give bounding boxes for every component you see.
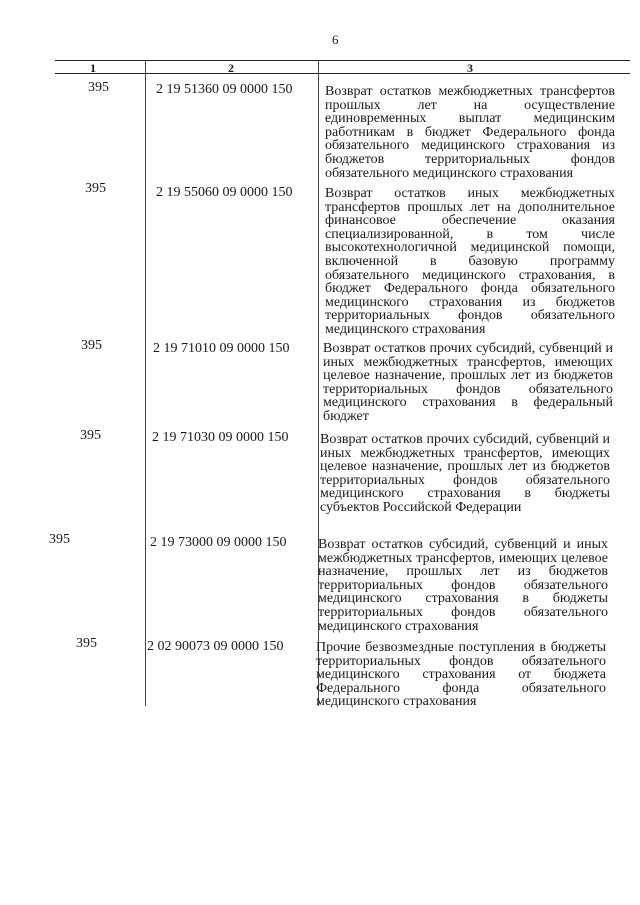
row-number: 395: [88, 80, 109, 95]
header-top-rule: [55, 60, 630, 61]
row-number: 395: [81, 338, 102, 353]
header-bottom-rule: [55, 73, 630, 74]
row-code: 2 19 51360 09 0000 150: [156, 82, 293, 97]
row-number: 395: [80, 428, 101, 443]
column-header-1: 1: [90, 61, 96, 75]
row-code: 2 02 90073 09 0000 150: [147, 639, 284, 654]
row-description: Возврат остатков прочих субсидий, субвенций и иных межбюджетных трансфертов, имеющих целевое назначение, прошлых лет из бюджетов территориальных фондов обязательного медицинского страхования в бюджеты субъектов Российской Федерации: [320, 432, 610, 515]
row-code: 2 19 71030 09 0000 150: [152, 430, 289, 445]
row-description: Возврат остатков иных межбюджетных трансфертов прошлых лет на дополнительное финансовое обеспечение оказания специализированной, в том числе высокотехнологичной медицинской помощи, включенной в базовую программу обязательного медицинского страхования, в бюджет Федерального фонда обязательного медицинского страхования из бюджетов территориальных фондов обязательного медицинского страхования: [325, 186, 615, 337]
row-description: Прочие безвозмездные поступления в бюджеты территориальных фондов обязательного медицинского страхования от бюджета Федерального фонда обязательного медицинского страхования: [316, 640, 606, 710]
row-code: 2 19 55060 09 0000 150: [156, 185, 293, 200]
row-number: 395: [85, 181, 106, 196]
row-description: Возврат остатков прочих субсидий, субвенций и иных межбюджетных трансфертов, имеющих целевое назначение, прошлых лет из бюджетов территориальных фондов обязательного медицинского страхования в федеральный бюджет: [323, 341, 613, 424]
column-header-2: 2: [228, 61, 234, 75]
row-description: Возврат остатков межбюджетных трансфертов прошлых лет на осуществление единовременных выплат медицинским работникам в бюджет Федерального фонда обязательного медицинского страхования из бюджетов территориальных фондов обязательного медицинского страхования: [325, 84, 615, 181]
column-separator-1: [145, 60, 146, 706]
page-number: 6: [332, 32, 339, 47]
row-number: 395: [49, 532, 70, 547]
row-code: 2 19 73000 09 0000 150: [150, 535, 287, 550]
column-header-3: 3: [467, 61, 473, 75]
row-number: 395: [76, 636, 97, 651]
row-description: Возврат остатков субсидий, субвенций и иных межбюджетных трансфертов, имеющих целевое назначение, прошлых лет из бюджетов территориальных фондов обязательного медицинского страхования в бюджеты территориальных фондов обязательного медицинского страхования: [318, 537, 608, 634]
row-code: 2 19 71010 09 0000 150: [153, 341, 290, 356]
